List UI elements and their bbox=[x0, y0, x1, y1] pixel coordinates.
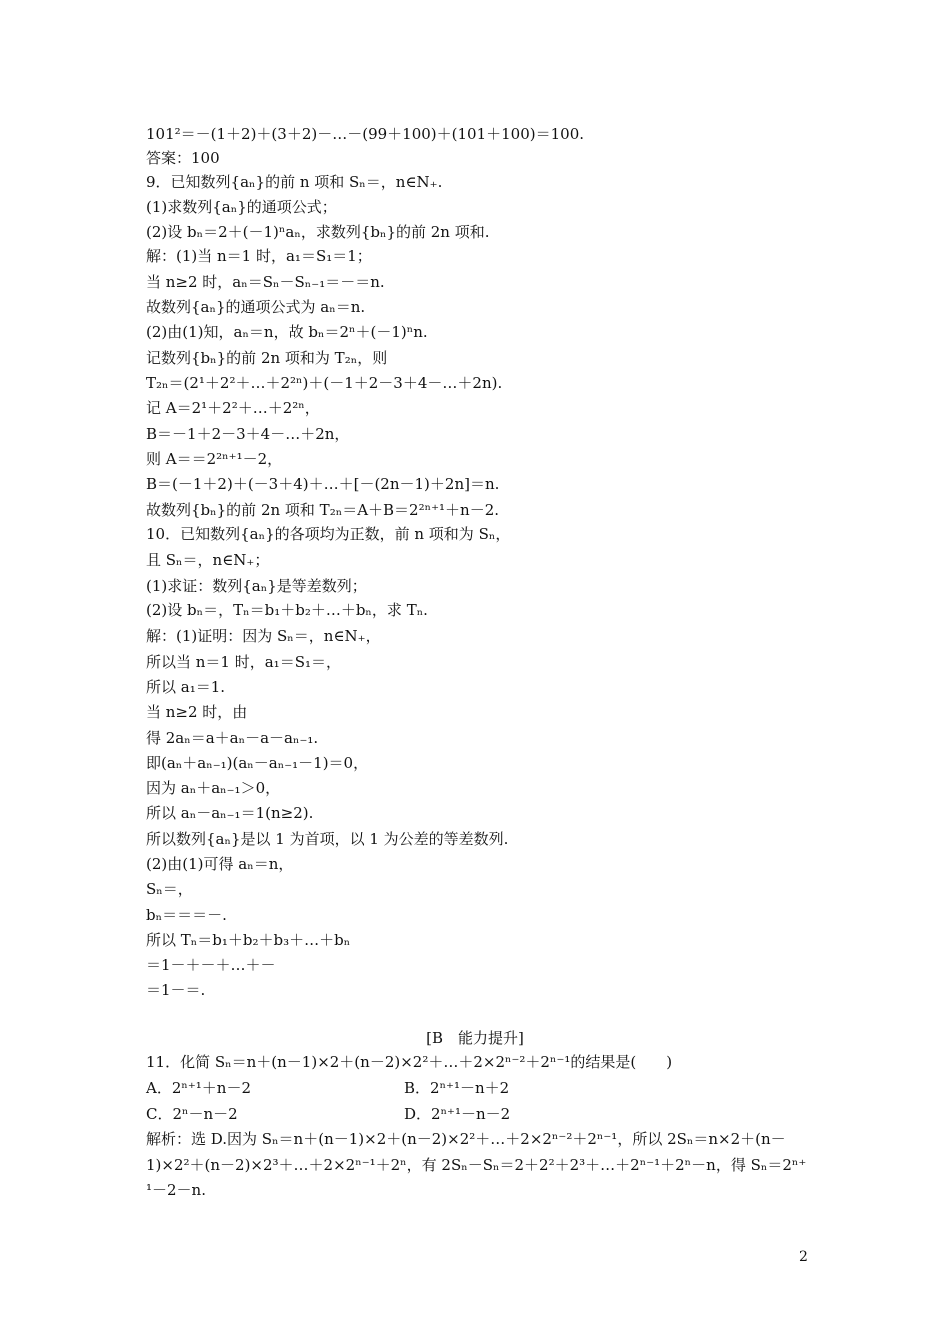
text-line: 所以 a₁＝1. bbox=[146, 678, 226, 696]
text-line: (2)由(1)可得 aₙ＝n， bbox=[146, 855, 294, 873]
text-line: (2)由(1)知，aₙ＝n，故 bₙ＝2ⁿ＋(－1)ⁿn. bbox=[146, 323, 428, 341]
text-line: (2)设 bₙ＝2＋(－1)ⁿaₙ，求数列{bₙ}的前 2n 项和. bbox=[146, 223, 490, 241]
text-line: 且 Sₙ＝，n∈N₊； bbox=[146, 551, 270, 569]
option-a: A．2ⁿ⁺¹＋n－2 bbox=[146, 1079, 252, 1097]
text-line: 所以 aₙ－aₙ₋₁＝1(n≥2). bbox=[146, 804, 314, 822]
text-line: 解：(1)证明：因为 Sₙ＝，n∈N₊， bbox=[146, 627, 381, 645]
analysis-line: 解析：选 D.因为 Sₙ＝n＋(n－1)×2＋(n－2)×2²＋…＋2×2ⁿ⁻²＋2ⁿ⁻¹，所以 2Sₙ＝n×2＋(n－ bbox=[146, 1130, 786, 1148]
option-d: D．2ⁿ⁺¹－n－2 bbox=[404, 1105, 511, 1123]
text-line: (2)设 bₙ＝，Tₙ＝b₁＋b₂＋…＋bₙ，求 Tₙ. bbox=[146, 601, 428, 619]
text-line: 解：(1)当 n＝1 时，a₁＝S₁＝1； bbox=[146, 247, 372, 265]
analysis-line: ¹－2－n. bbox=[146, 1181, 206, 1199]
text-line: (1)求证：数列{aₙ}是等差数列； bbox=[146, 577, 367, 595]
text-line: 9．已知数列{aₙ}的前 n 项和 Sₙ＝，n∈N₊. bbox=[146, 173, 443, 191]
text-line: 即(aₙ＋aₙ₋₁)(aₙ－aₙ₋₁－1)＝0， bbox=[146, 754, 369, 772]
page-number: 2 bbox=[799, 1249, 808, 1265]
text-line: 答案：100 bbox=[146, 149, 220, 167]
text-line: 当 n≥2 时，由 bbox=[146, 703, 248, 721]
text-line: 10．已知数列{aₙ}的各项均为正数，前 n 项和为 Sₙ， bbox=[146, 525, 511, 543]
text-line: (1)求数列{aₙ}的通项公式； bbox=[146, 198, 337, 216]
text-line: 101²＝－(1＋2)＋(3＋2)－…－(99＋100)＋(101＋100)＝100. bbox=[146, 125, 585, 143]
text-line: 记 A＝2¹＋2²＋…＋2²ⁿ， bbox=[146, 399, 320, 417]
text-line: ＝1－＝. bbox=[146, 981, 206, 999]
text-line: 所以 Tₙ＝b₁＋b₂＋b₃＋…＋bₙ bbox=[146, 931, 351, 949]
text-line: 得 2aₙ＝a＋aₙ－a－aₙ₋₁. bbox=[146, 729, 319, 747]
option-b: B．2ⁿ⁺¹－n＋2 bbox=[404, 1079, 510, 1097]
text-line: ＝1－＋－＋…＋－ bbox=[146, 956, 276, 974]
text-line: B＝(－1＋2)＋(－3＋4)＋…＋[－(2n－1)＋2n]＝n. bbox=[146, 475, 500, 493]
text-line: 则 A＝＝2²ⁿ⁺¹－2， bbox=[146, 450, 283, 468]
text-line: 所以数列{aₙ}是以 1 为首项，以 1 为公差的等差数列. bbox=[146, 830, 509, 848]
question-stem: 11．化简 Sₙ＝n＋(n－1)×2＋(n－2)×2²＋…＋2×2ⁿ⁻²＋2ⁿ⁻¹的结果是( ) bbox=[146, 1053, 673, 1071]
analysis-line: 1)×2²＋(n－2)×2³＋…＋2×2ⁿ⁻¹＋2ⁿ，有 2Sₙ－Sₙ＝2＋2²＋2³＋…＋2ⁿ⁻¹＋2ⁿ－n，得 Sₙ＝2ⁿ⁺ bbox=[146, 1156, 807, 1174]
section-title: [B 能力提升] bbox=[426, 1029, 524, 1047]
text-line: 故数列{aₙ}的通项公式为 aₙ＝n. bbox=[146, 298, 366, 316]
text-line: 所以当 n＝1 时，a₁＝S₁＝， bbox=[146, 653, 341, 671]
text-line: bₙ＝＝＝－. bbox=[146, 906, 227, 924]
option-c: C．2ⁿ－n－2 bbox=[146, 1105, 238, 1123]
text-line: 故数列{bₙ}的前 2n 项和 T₂ₙ＝A＋B＝2²ⁿ⁺¹＋n－2. bbox=[146, 501, 499, 519]
text-line: 记数列{bₙ}的前 2n 项和为 T₂ₙ，则 bbox=[146, 349, 388, 367]
text-line: Sₙ＝， bbox=[146, 880, 193, 898]
text-line: 因为 aₙ＋aₙ₋₁＞0， bbox=[146, 779, 281, 797]
text-line: 当 n≥2 时，aₙ＝Sₙ－Sₙ₋₁＝－＝n. bbox=[146, 273, 385, 291]
text-line: T₂ₙ＝(2¹＋2²＋…＋2²ⁿ)＋(－1＋2－3＋4－…＋2n). bbox=[146, 374, 503, 392]
text-line: B＝－1＋2－3＋4－…＋2n， bbox=[146, 425, 350, 443]
